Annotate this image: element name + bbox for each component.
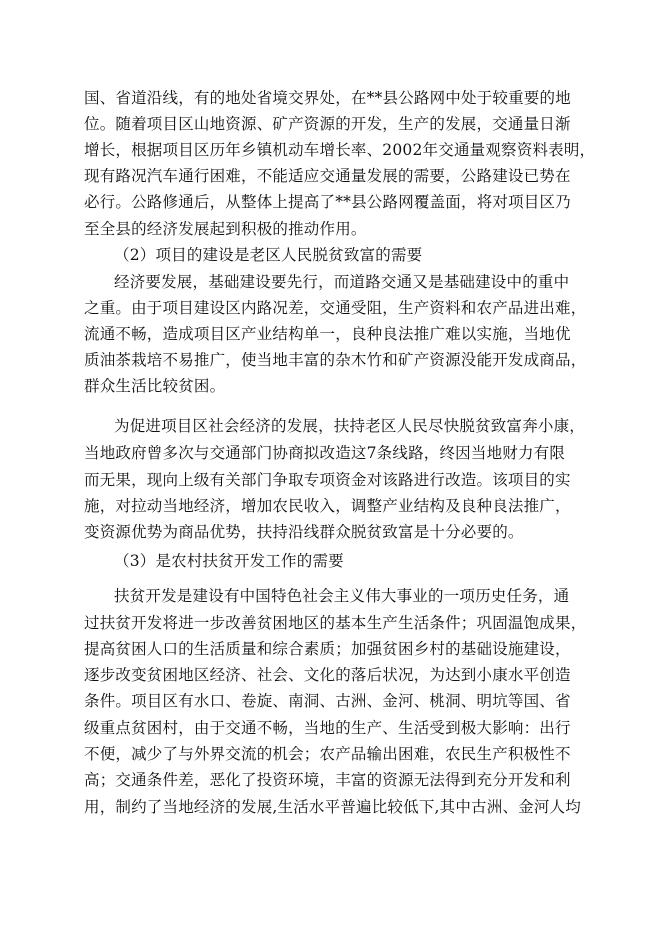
paragraph-line: 增长，根据项目区历年乡镇机动车增长率、2002年交通量观察资料表明， (84, 141, 596, 159)
paragraph-line: 必行。公路修通后，从整体上提高了**县公路网覆盖面，将对项目区乃 (84, 193, 571, 211)
paragraph-line: 国、省道沿线，有的地处省境交界处，在**县公路网中处于较重要的地 (84, 89, 571, 107)
paragraph-line: 而无果，现向上级有关部门争取专项资金对该路进行改造。该项目的实 (84, 471, 571, 489)
paragraph-line: 条件。项目区有水口、卷旋、南洞、古洲、金河、桃洞、明坑等国、省 (84, 692, 571, 710)
paragraph-line: 施，对拉动当地经济，增加农民收入，调整产业结构及良种良法推广， (84, 497, 571, 515)
paragraph-line: 提高贫困人口的生活质量和综合素质；加强贫困乡村的基础设施建设， (84, 640, 571, 658)
paragraph-line: 为促进项目区社会经济的发展，扶持老区人民尽快脱贫致富奔小康， (114, 417, 586, 435)
paragraph-line: 不便，减少了与外界交流的机会；农产品输出困难，农民生产积极性不 (84, 745, 571, 763)
paragraph-line: 至全县的经济发展起到积极的推动作用。 (84, 220, 367, 238)
paragraph-line: 逐步改变贫困地区经济、社会、文化的落后状况，为达到小康水平创造 (84, 666, 571, 684)
section-heading: （3）是农村扶贫开发工作的需要 (114, 552, 344, 570)
section-heading: （2）项目的建设是老区人民脱贫致富的需要 (114, 246, 423, 264)
paragraph-line: 过扶贫开发将进一步改善贫困地区的基本生产生活条件；巩固温饱成果， (84, 614, 587, 632)
paragraph-line: 质油茶栽培不易推广，使当地丰富的杂木竹和矿产资源没能开发成商品， (84, 351, 587, 369)
paragraph-line: 级重点贫困村，由于交通不畅，当地的生产、生活受到极大影响：出行 (84, 719, 571, 737)
paragraph-line: 当地政府曾多次与交通部门协商拟改造这7条线路，终因当地财力有限 (84, 444, 566, 462)
paragraph-line: 经济要发展，基础建设要先行，而道路交通又是基础建设中的重中 (114, 273, 570, 291)
paragraph-line: 高；交通条件差，恶化了投资环境，丰富的资源无法得到充分开发和利 (84, 771, 571, 789)
paragraph-line: 之重。由于项目建设区内路况差，交通受阻，生产资料和农产品进出难， (84, 299, 587, 317)
paragraph-line: 流通不畅，造成项目区产业结构单一，良种良法推广难以实施，当地优 (84, 325, 571, 343)
paragraph-line: 用，制约了当地经济的发展,生活水平普遍比较低下,其中古洲、金河人均 (84, 798, 581, 816)
paragraph-line: 扶贫开发是建设有中国特色社会主义伟大事业的一项历史任务，通 (114, 587, 570, 605)
paragraph-line: 变资源优势为商品优势，扶持沿线群众脱贫致富是十分必要的。 (84, 523, 524, 541)
paragraph-line: 位。随着项目区山地资源、矿产资源的开发，生产的发展，交通量日渐 (84, 115, 571, 133)
paragraph-line: 现有路况汽车通行困难，不能适应交通量发展的需要，公路建设已势在 (84, 167, 571, 185)
paragraph-line: 群众生活比较贫困。 (84, 377, 226, 395)
